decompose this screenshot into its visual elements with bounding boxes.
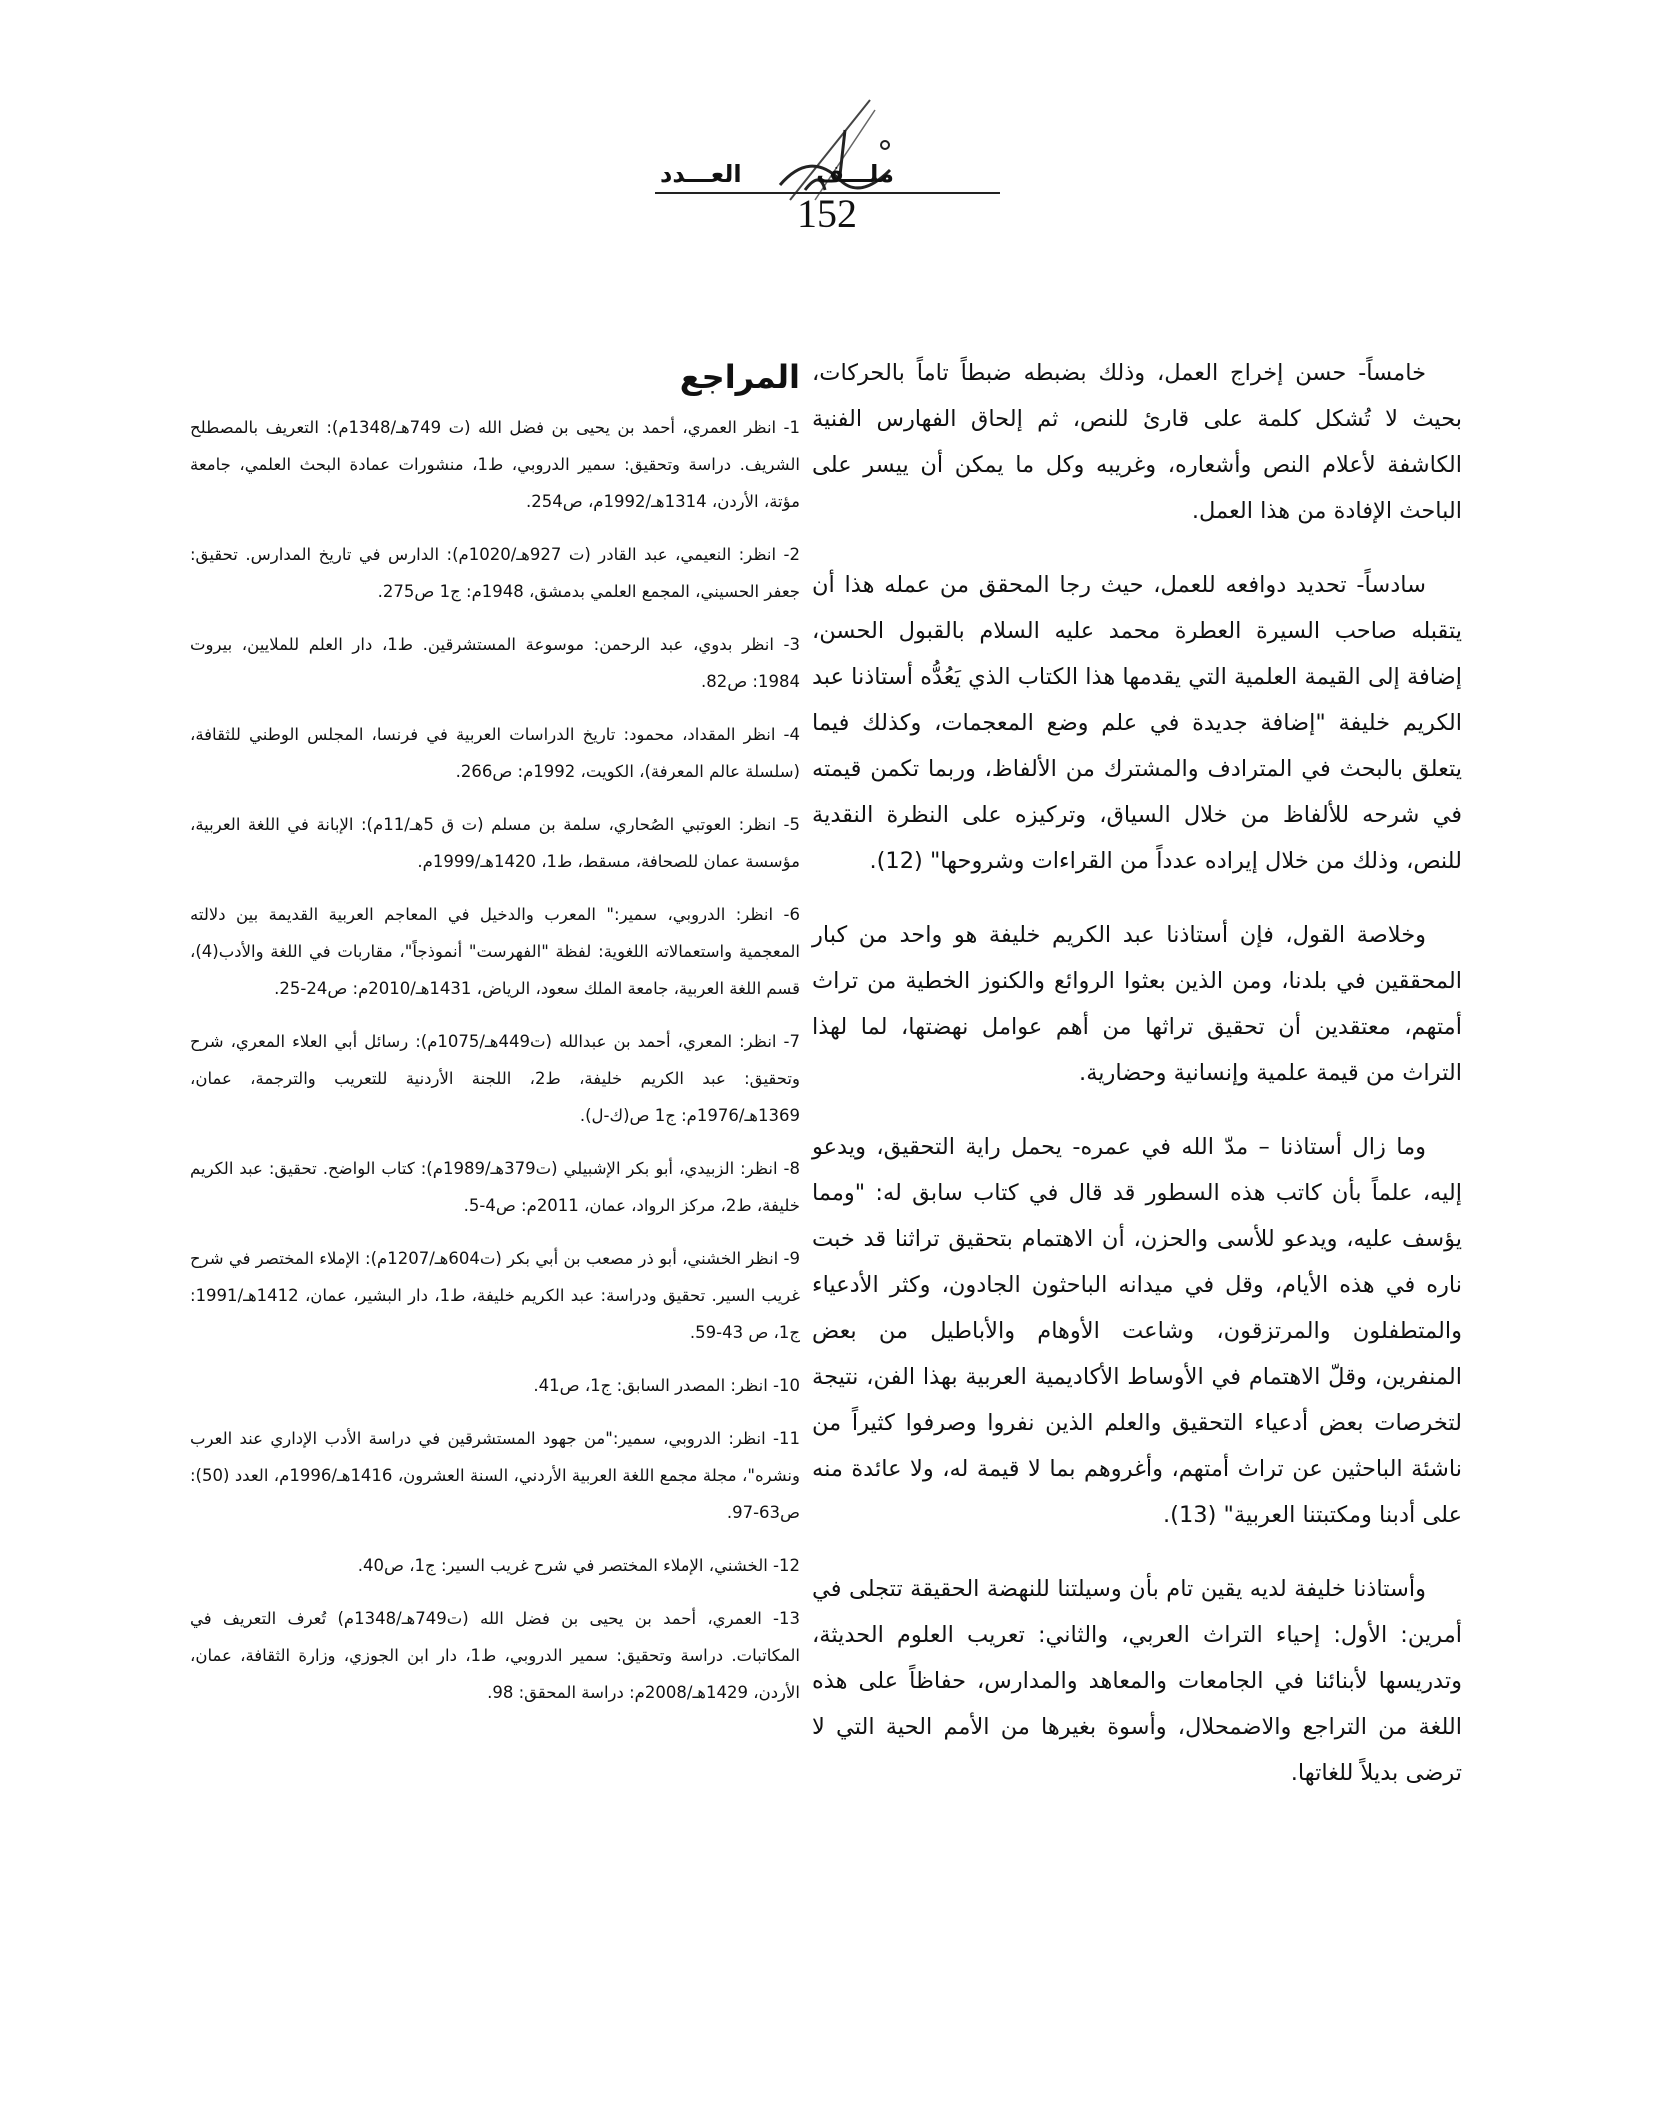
reference-item: 8- انظر: الزبيدي، أبو بكر الإشبيلي (ت379هـ/1989م): كتاب الواضح. تحقيق: عبد الكريم خليفة، ط2، مركز الرواد، عمان، 2011م: ص4-5. — [190, 1159, 801, 1215]
reference-item: 9- انظر الخشني، أبو ذر مصعب بن أبي بكر (ت604هـ/1207م): الإملاء المختصر في شرح غريب السير. تحقيق ودراسة: عبد الكريم خليفة، ط1، دار البشير، عمان، 1412هـ/1991: ج1، ص 43-59. — [190, 1249, 801, 1342]
page-number: 152 — [797, 191, 857, 236]
main-text-column — [812, 350, 1462, 1824]
reference-item: 1- انظر العمري، أحمد بن يحيى بن فضل الله (ت 749هـ/1348م): التعريف بالمصطلح الشريف. دراسة وتحقيق: سمير الدروبي، ط1، منشورات عمادة البحث العلمي، جامعة مؤتة، الأردن، 1314هـ/1992م، ص254. — [190, 418, 800, 511]
reference-item: 5- انظر: العوتبي الصُحاري، سلمة بن مسلم (ت ق 5هـ/11م): الإبانة في اللغة العربية، مؤسسة عمان للصحافة، مسقط، ط1، 1420هـ/1999م. — [190, 815, 801, 871]
reference-item: 6- انظر: الدروبي، سمير:" المعرب والدخيل في المعاجم العربية القديمة بين دلالته المعجمية واستعمالاته اللغوية: لفظة "الفهرست" أنموذجاً"، مقاربات في اللغة والأدب(4)، قسم اللغة العربية، جامعة الملك سعود، الرياض، 1431هـ/2010م: ص24-25. — [190, 905, 800, 998]
paragraph: وخلاصة القول، فإن أستاذنا عبد الكريم خليفة هو واحد من كبار المحققين في بلدنا، ومن الذين بعثوا الروائع والكنوز الخطية من تراث أمتهم، معتقدين أن تحقيق تراثها من أهم عوامل نهضتها، لما لهذا التراث من قيمة علمية وإنسانية وحضارية. — [812, 922, 1462, 1086]
paragraph: وأستاذنا خليفة لديه يقين تام بأن وسيلتنا للنهضة الحقيقة تتجلى في أمرين: الأول: إحياء التراث العربي، والثاني: تعريب العلوم الحديثة، وتدريسها لأبنائنا في الجامعات والمعاهد والمدارس، حفاظاً على هذه اللغة من التراجع والاضمحلال، وأسوة بغيرها من الأمم الحية التي لا ترضى بديلاً للغاتها. — [812, 1576, 1462, 1786]
reference-item: 4- انظر المقداد، محمود: تاريخ الدراسات العربية في فرنسا، المجلس الوطني للثقافة، (سلسلة عالم المعرفة)، الكويت، 1992م: ص266. — [190, 725, 800, 781]
header-section-label: ملـــف — [816, 160, 894, 188]
paragraph: سادساً- تحديد دوافعه للعمل، حيث رجا المحقق من عمله هذا أن يتقبله صاحب السيرة العطرة محمد عليه السلام بالقبول الحسن، إضافة إلى القيمة العلمية التي يقدمها هذا الكتاب الذي يَعُدُّه أستاذنا عبد الكريم خليفة "إضافة جديدة في علم وضع المعجمات، وكذلك فيما يتعلق بالبحث في المترادف والمشترك من الألفاظ، وربما تكمن قيمته في شرحه للألفاظ من خلال السياق، وتركيزه على النظرة النقدية للنص، وذلك من خلال إيراده عدداً من القراءات وشروحها" (12). — [811, 572, 1462, 874]
reference-item: 2- انظر: النعيمي، عبد القادر (ت 927هـ/1020م): الدارس في تاريخ المدارس. تحقيق: جعفر الحسيني، المجمع العلمي بدمشق، 1948م: ج1 ص275. — [190, 545, 801, 601]
reference-item: 10- انظر: المصدر السابق: ج1، ص41. — [533, 1376, 800, 1395]
reference-item: 7- انظر: المعري، أحمد بن عبدالله (ت449هـ/1075م): رسائل أبي العلاء المعري، شرح وتحقيق: عبد الكريم خليفة، ط2، اللجنة الأردنية للتعريب والترجمة، عمان، 1369هـ/1976م: ج1 ص(ك-ل). — [190, 1032, 800, 1125]
paragraph: وما زال أستاذنا – مدّ الله في عمره- يحمل راية التحقيق، ويدعو إليه، علماً بأن كاتب هذه السطور قد قال في كتاب سابق له: "ومما يؤسف عليه، ويدعو للأسى والحزن، أن الاهتمام بتحقيق تراثنا قد خبت ناره في هذه الأيام، وقل في ميدانه الباحثون الجادون، وكثر الأدعياء والمتطفلون والمرتزقون، وشاعت الأوهام والأباطيل من بعض المنفرين، وقلّ الاهتمام في الأوساط الأكاديمية العربية بهذا الفن، نتيجة لتخرصات بعض أدعياء التحقيق والعلم الذين نفروا وصرفوا كثيراً من ناشئة الباحثين عن تراث أمتهم، وأغروهم بما لا قيمة له، ولا عائدة منه على أدبنا ومكتبتنا العربية" (13). — [812, 1134, 1462, 1528]
references-title: المراجع — [679, 358, 800, 396]
references-column — [190, 355, 800, 1727]
reference-item: 12- الخشني، الإملاء المختصر في شرح غريب السير: ج1، ص40. — [357, 1556, 800, 1575]
reference-item: 11- انظر: الدروبي، سمير:"من جهود المستشرقين في دراسة الأدب الإداري عند العرب ونشره"، مجلة مجمع اللغة العربية الأردني، السنة العشرون، 1416هـ/1996م، العدد (50): ص63-97. — [190, 1429, 800, 1522]
reference-item: 13- العمري، أحمد بن يحيى بن فضل الله (ت749هـ/1348م) تُعرف التعريف في المكاتبات. دراسة وتحقيق: سمير الدروبي، ط1، دار ابن الجوزي، وزارة الثقافة، عمان، الأردن، 1429هـ/2008م: دراسة المحقق: 98. — [190, 1609, 801, 1702]
page-header — [0, 90, 1654, 240]
header-issue-label: العـــدد — [660, 160, 742, 188]
paragraph: خامساً- حسن إخراج العمل، وذلك بضبطه ضبطاً تاماً بالحركات، بحيث لا تُشكل كلمة على قارئ للنص، ثم إلحاق الفهارس الفنية الكاشفة لأعلام النص وأشعاره، وغريبه وكل ما يمكن أن ييسر على الباحث الإفادة من هذا العمل. — [812, 360, 1462, 524]
reference-item: 3- انظر بدوي، عبد الرحمن: موسوعة المستشرقين. ط1، دار العلم للملايين، بيروت 1984: ص82. — [190, 635, 800, 691]
